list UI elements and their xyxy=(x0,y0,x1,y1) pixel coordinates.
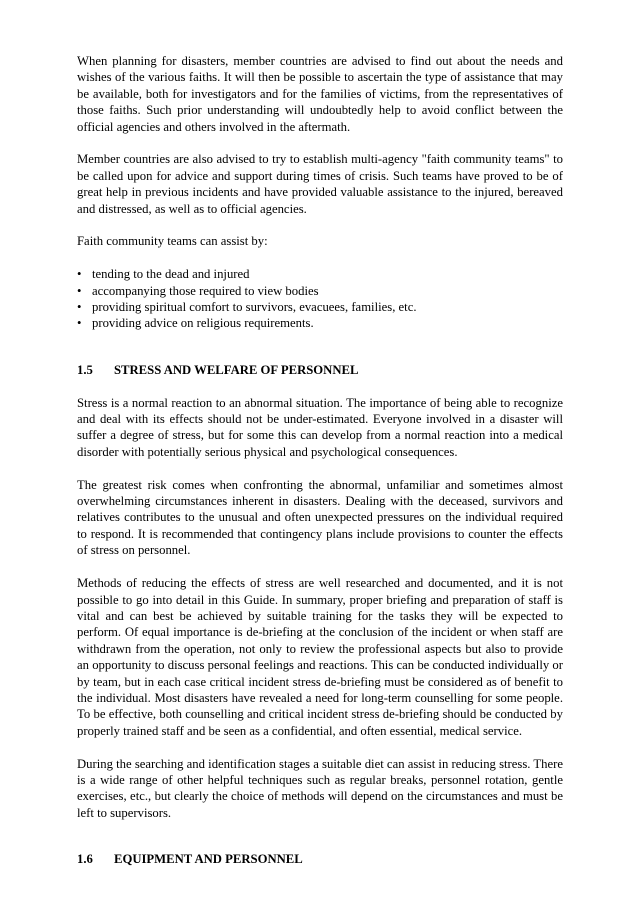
bullet-icon: • xyxy=(77,267,82,282)
stress-paragraph-4: During the searching and identification stages a suitable diet can assist in reducing stress. There is a wide range of other helpful techniques such as regular breaks, personnel rotation, gentle exercises, etc., but clearly the choice of methods will depend on the circumstances and must be left to supervisors. xyxy=(77,756,563,820)
list-item-text: providing advice on religious requirements. xyxy=(92,316,314,331)
list-item xyxy=(77,283,563,299)
section-number: 1.5 xyxy=(77,362,93,377)
bullet-icon: • xyxy=(77,316,82,331)
faith-team-assist-list xyxy=(77,266,563,332)
list-item xyxy=(77,266,563,282)
list-item-text: accompanying those required to view bodies xyxy=(92,283,319,298)
bullet-icon: • xyxy=(77,283,82,298)
list-item-text: providing spiritual comfort to survivors, evacuees, families, etc. xyxy=(92,300,417,315)
stress-paragraph-2: The greatest risk comes when confronting the abnormal, unfamiliar and sometimes almost overwhelming circumstances inherent in disasters. Dealing with the deceased, survivors and relatives contributes to the unusual and often unexpected pressures on the individual required to respond. It is recommended that contingency plans include provisions to counter the effects of stress on personnel. xyxy=(77,477,563,558)
document-page xyxy=(77,53,563,884)
intro-paragraph-2: Member countries are also advised to try to establish multi-agency "faith community teams" to be called upon for advice and support during times of crisis. Such teams have proved to be of great help in previous incidents and have provided valuable assistance to the injured, bereaved and distressed, as well as to official agencies. xyxy=(77,152,563,216)
section-title: EQUIPMENT AND PERSONNEL xyxy=(114,852,303,867)
stress-paragraph-1: Stress is a normal reaction to an abnormal situation. The importance of being able to recognize and deal with its effects should not be under-estimated. Everyone involved in a disaster will suffer a degree of stress, but for some this can develop from a normal reaction into a medical disorder with potentially serious physical and psychological consequences. xyxy=(77,395,563,459)
section-title: STRESS AND WELFARE OF PERSONNEL xyxy=(114,362,359,377)
section-number: 1.6 xyxy=(77,852,93,867)
list-item-text: tending to the dead and injured xyxy=(92,267,250,282)
intro-paragraph-1: When planning for disasters, member countries are advised to find out about the needs and wishes of the various faiths. It will then be possible to ascertain the type of assistance that may be available, both for investigators and for the families of victims, from the representatives of those faiths. Such prior understanding will undoubtedly help to avoid conflict between the official agencies and others involved in the aftermath. xyxy=(77,54,563,134)
section-heading-1-5 xyxy=(77,362,563,378)
list-item xyxy=(77,315,563,331)
section-heading-1-6 xyxy=(77,851,563,867)
intro-paragraph-3: Faith community teams can assist by: xyxy=(77,234,268,249)
list-item xyxy=(77,299,563,315)
stress-paragraph-3: Methods of reducing the effects of stress are well researched and documented, and it is not possible to go into detail in this Guide. In summary, proper briefing and preparation of staff is vital and can best be achieved by suitable training for the tasks they will be expected to perform. Of equal importance is de-briefing at the conclusion of the incident or when staff are withdrawn from the operation, not only to review the professional aspects but also to provide an opportunity to discuss personal feelings and reactions. This can be conducted individually or by team, but in each case critical incident stress de-briefing must be considered as of benefit to the individual. Most disasters have revealed a need for long-term counselling for some people. To be effective, both counselling and critical incident stress de-briefing should be conducted by properly trained staff and be seen as a confidential, and often essential, medical service. xyxy=(77,576,563,738)
bullet-icon: • xyxy=(77,300,82,315)
